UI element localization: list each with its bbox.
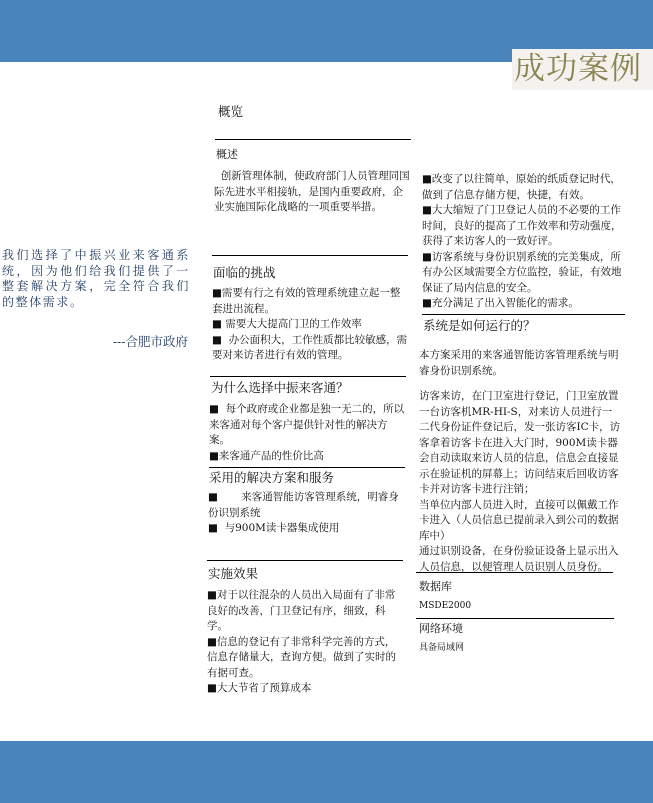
list-item: ■ 需要大大提高门卫的工作效率 [212,318,362,330]
paragraph: 当单位内部人员进入时，直接可以佩戴工作卡进入（人员信息已提前录入到公司的数据库中） [419,498,619,542]
divider [422,314,625,315]
footer-bar [0,741,653,803]
list-item: ■改变了以往简单，原始的纸质登记时代，做到了信息存储方便，快捷，有效。 [422,173,621,201]
divider [416,572,613,573]
why-list [209,402,405,464]
list-item: ■ 来客通智能访客管理系统，明睿身份识别系统 [208,491,399,519]
divider [212,255,408,256]
divider [209,467,405,468]
paragraph: 通过识别设备，在身份验证设备上显示出入人员信息，以便管理人员识别人员身份。 [419,545,619,573]
why-title: 为什么选择中振来客通？ [211,380,349,395]
challenges-list [212,286,408,364]
customer-quote: 我们选择了中振兴业来客通系统，因为他们给我们提供了一整套解决方案，完全符合我们的整体需求。 [2,248,190,309]
benefits-list [422,172,626,312]
db-title: 数据库 [419,580,452,593]
solution-title: 采用的解决方案和服务 [209,470,335,485]
network-value: 具备局域网 [419,643,465,653]
list-item: ■ 办公面积大，工作性质都比较敏感，需要对来访者进行有效的管理。 [212,333,408,361]
list-item: ■ 每个政府或企业都是独一无二的，所以来客通对每个客户提供针对性的解决方案。 [209,403,405,446]
how-text [419,389,621,575]
divider [210,376,406,377]
how-title: 系统是如何运行的？ [423,318,536,333]
list-item: ■访客系统与身份识别系统的完美集成，所有办公区域需要全方位监控，验证，有效地保证了局内信息的安全。 [422,250,622,294]
how-intro: 本方案采用的来客通智能访客管理系统与明睿身份识别系统。 [419,349,619,377]
divider [416,618,614,619]
quote-attribution: ---合肥市政府 [112,334,188,349]
list-item: ■需要有行之有效的管理系统建立起一整套进出流程。 [212,287,401,315]
list-item: ■大大节省了预算成本 [207,682,312,694]
list-item: ■对于以往混杂的人员出入局面有了非常良好的改善，门卫登记有序，细致，科学。 [207,589,396,632]
divider [207,560,403,561]
effects-list [207,588,403,697]
effect-title: 实施效果 [208,566,259,581]
list-item: ■来客通产品的性价比高 [209,449,324,462]
network-title: 网络环境 [419,622,463,635]
list-item: ■大大缩短了门卫登记人员的不必要的工作时间，良好的提高了工作效率和劳动强度，获得了来访客人的一致好评。 [422,204,622,247]
list-item: ■充分满足了出入智能化的需求。 [422,297,579,309]
list-item: ■信息的登记有了非常科学完善的方式，信息存储量大，查询方便。做到了实时的有据可查。 [207,635,396,679]
divider [215,139,411,140]
paragraph: 访客来访，在门卫室进行登记，门卫室放置一台访客机MR-HI-S，对来访人员进行一二代身份证件登记后，发一张访客IC卡，访客拿着访客卡在进入大门时，900M读卡器会自动读取来访人员的信息，信息会直接显示在验证机的屏幕上；访问结束后回收访客卡并对访客卡进行注销； [419,390,621,495]
list-item: ■ 与900M读卡器集成使用 [208,522,340,534]
challenges-title: 面临的挑战 [213,265,276,280]
summary-title: 概述 [216,148,238,161]
page-title: 成功案例 [512,49,653,90]
db-value: MSDE2000 [419,601,472,611]
summary-text: 创新管理体制，使政府部门人员管理同国际先进水平相接轨，是国内重要政府，企业实施国际化战略的一项重要举措。 [214,170,410,213]
solution-list [208,490,404,537]
overview-title: 概览 [218,104,244,119]
